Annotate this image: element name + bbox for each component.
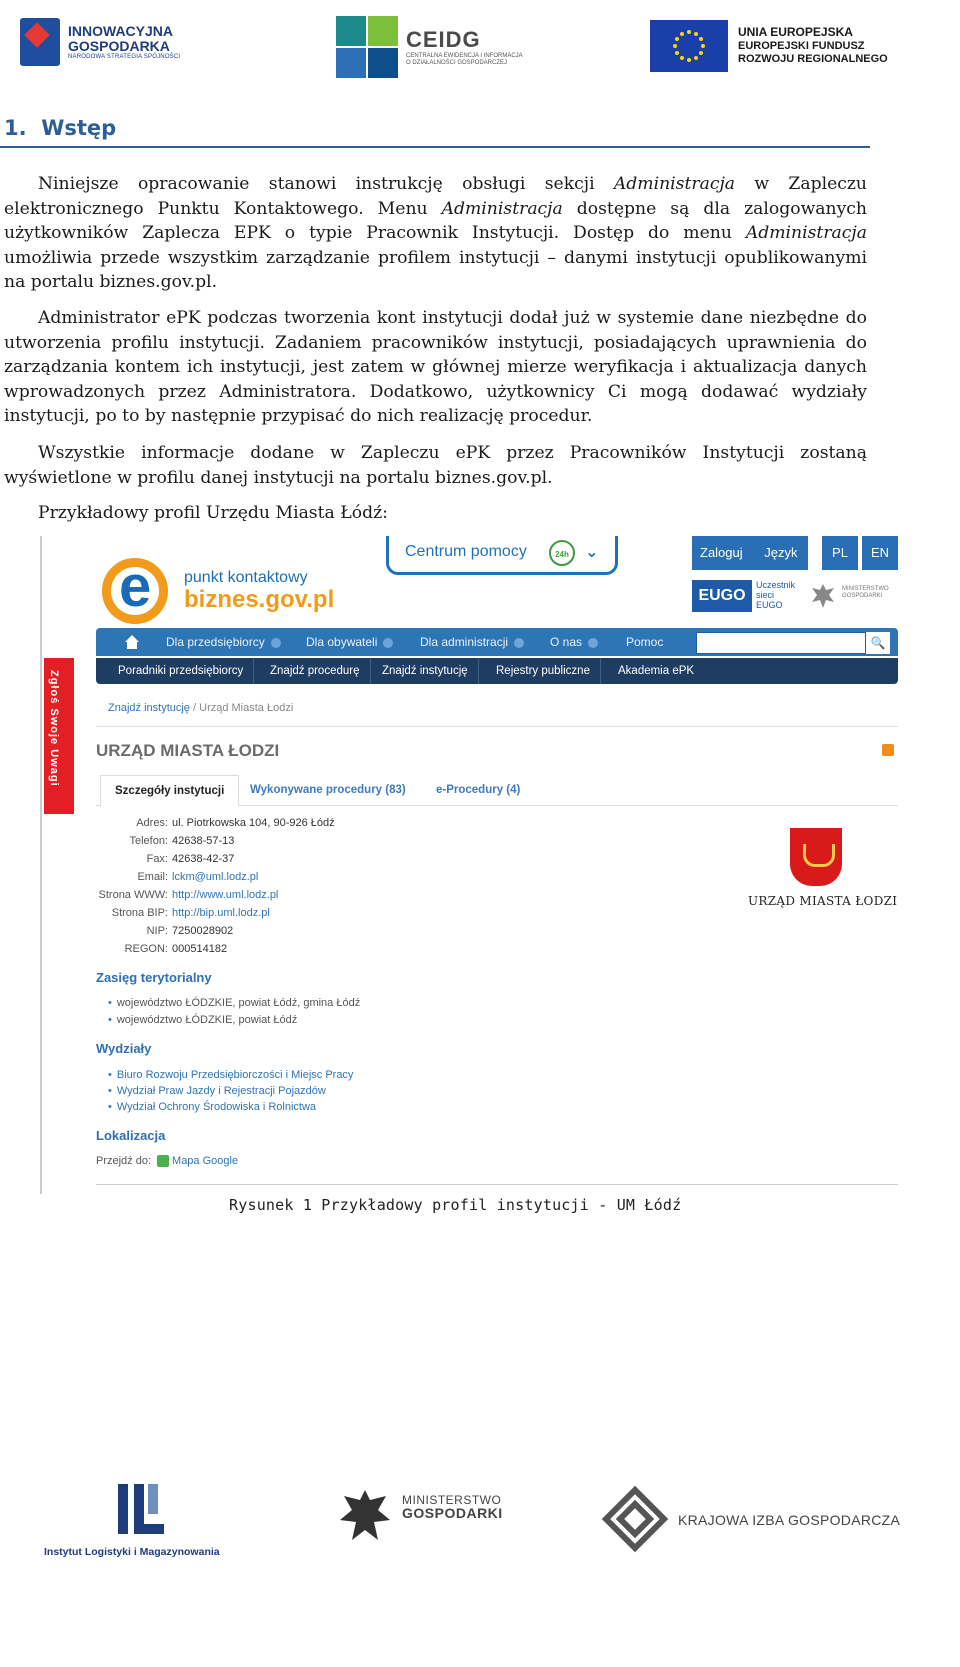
breadcrumb-divider bbox=[96, 726, 898, 727]
brand-line2: biznes.gov.pl bbox=[184, 586, 335, 613]
detail-key: Telefon: bbox=[129, 835, 168, 847]
detail-key: REGON: bbox=[124, 943, 168, 955]
eu-line2: EUROPEJSKI FUNDUSZ bbox=[738, 40, 865, 52]
primary-nav bbox=[96, 628, 898, 656]
eugo-sub3: EUGO bbox=[756, 600, 783, 610]
detail-key: Email: bbox=[137, 871, 168, 883]
logo-ceidg bbox=[336, 16, 526, 78]
section-number: 1. bbox=[4, 116, 27, 140]
secondary-nav bbox=[96, 658, 898, 684]
paragraph-1 bbox=[4, 172, 867, 295]
ministry-line1: MINISTERSTWO bbox=[402, 1493, 502, 1507]
department-link[interactable]: • Wydział Ochrony Środowiska i Rolnictwa bbox=[108, 1101, 316, 1113]
detail-key: Strona BIP: bbox=[111, 907, 168, 919]
details-list bbox=[42, 814, 402, 964]
nav-item-label: Dla przedsiębiorcy bbox=[166, 635, 265, 649]
paragraph-2 bbox=[4, 306, 867, 429]
feedback-side-tab[interactable] bbox=[44, 658, 74, 814]
eugo-sub1: Uczestnik bbox=[756, 580, 796, 590]
eugo-sub-label bbox=[756, 580, 795, 610]
rss-icon[interactable] bbox=[882, 744, 894, 756]
ceidg-name: CEIDG bbox=[406, 27, 481, 52]
ilim-label: Instytut Logistyki i Magazynowania bbox=[44, 1546, 220, 1558]
ministry-line2: GOSPODARKI bbox=[402, 1505, 503, 1521]
territory-item: • województwo ŁÓDZKIE, powiat Łódź, gmina Łódź bbox=[108, 997, 360, 1009]
paragraph-4 bbox=[4, 501, 867, 526]
ministry-small-label bbox=[842, 586, 889, 600]
breadcrumb-link[interactable]: Znajdź instytucję bbox=[108, 702, 190, 714]
detail-key: Strona WWW: bbox=[98, 889, 168, 901]
ceidg-sub: CENTRALNA EWIDENCJA I INFORMACJA O DZIAŁALNOŚCI GOSPODARCZEJ bbox=[406, 53, 523, 66]
detail-bip bbox=[42, 904, 402, 922]
lodz-crest-icon bbox=[790, 828, 842, 886]
detail-email bbox=[42, 868, 402, 886]
department-link[interactable]: • Wydział Praw Jazdy i Rejestracji Pojazdów bbox=[108, 1085, 326, 1097]
top-login-language-bar bbox=[692, 536, 808, 570]
p1-text-c: w Zapleczu elektronicznego Punktu Kontaktowego. Menu bbox=[4, 174, 868, 219]
breadcrumb-separator: / bbox=[193, 702, 197, 714]
brand-line1: punkt kontaktowy bbox=[184, 569, 308, 586]
language-button[interactable]: Język bbox=[764, 545, 798, 560]
nav-item-label: Dla administracji bbox=[420, 635, 509, 649]
tab-details[interactable]: Szczegóły instytucji bbox=[100, 775, 239, 807]
ministry-small-line1: MINISTERSTWO bbox=[842, 586, 889, 592]
detail-bip-link[interactable]: http://bip.uml.lodz.pl bbox=[172, 907, 270, 919]
nav2-item-find-institution[interactable]: Znajdź instytucję bbox=[372, 658, 479, 684]
eugo-badge[interactable]: EUGO bbox=[692, 580, 752, 612]
p1-italic-3: Administracja bbox=[745, 223, 867, 243]
feedback-side-label: Zgłoś Swoje Uwagi bbox=[48, 670, 60, 787]
logo1-sub: NARODOWA STRATEGIA SPÓJNOŚCI bbox=[68, 53, 181, 60]
home-icon[interactable] bbox=[124, 634, 140, 650]
nav2-item-find-procedure[interactable]: Znajdź procedurę bbox=[260, 658, 371, 684]
dropdown-icon bbox=[271, 638, 281, 648]
p1-text-e: dostępne są dla zalogowanych użytkowników Zaplecza EPK o typie Pracownik Instytucji. Dostęp do menu bbox=[4, 198, 868, 243]
location-heading: Lokalizacja bbox=[96, 1128, 166, 1143]
dropdown-icon bbox=[383, 638, 393, 648]
detail-key: Adres: bbox=[136, 817, 168, 829]
tab-procedures[interactable]: Wykonywane procedury (83) bbox=[250, 784, 406, 796]
p2-text: Administrator ePK podczas tworzenia kont instytucji dodał już w systemie dane niezbędne do utworzenia profilu instytucji. Zadaniem pracowników instytucji, posiadających uprawnienia do zarządzania kontem ich instytucji, jest zatem w głównej mierze weryfikacja i aktualizacja danych wprowadzonych przez Administratora. Dodatkowo, użytkownicy Ci mogą dodawać wydziały instytucji, po to by następnie przypisać do nich realizację procedur. bbox=[4, 308, 867, 426]
chevron-down-icon: ⌄ bbox=[585, 542, 599, 561]
map-icon bbox=[157, 1155, 169, 1167]
nav-item-entrepreneur[interactable] bbox=[166, 628, 281, 656]
help-24h-icon: 24h bbox=[549, 540, 575, 566]
logo1-line2: GOSPODARKA bbox=[68, 37, 170, 54]
breadcrumb-current: Urząd Miasta Łodzi bbox=[199, 702, 294, 714]
territory-heading: Zasięg terytorialny bbox=[96, 970, 212, 985]
detail-email-link[interactable]: lckm@uml.lodz.pl bbox=[172, 871, 259, 883]
breadcrumb bbox=[108, 702, 293, 714]
ilim-mark-icon bbox=[110, 1480, 170, 1538]
map-link[interactable]: Mapa Google bbox=[172, 1155, 239, 1167]
ministry-label bbox=[402, 1494, 503, 1520]
kig-label: KRAJOWA IZBA GOSPODARCZA bbox=[678, 1512, 901, 1528]
eu-line1: UNIA EUROPEJSKA bbox=[738, 25, 853, 39]
detail-nip bbox=[42, 922, 402, 940]
tab-e-procedures[interactable]: e-Procedury (4) bbox=[436, 784, 521, 796]
detail-value: 42638-42-37 bbox=[172, 853, 235, 865]
lang-pl-button[interactable]: PL bbox=[822, 536, 858, 570]
detail-value: 000514182 bbox=[172, 943, 228, 955]
section-heading bbox=[4, 116, 116, 140]
p1-text-a: Niniejsze opracowanie stanowi instrukcję obsługi sekcji bbox=[38, 174, 614, 194]
institution-title: URZĄD MIASTA ŁODZI bbox=[96, 741, 280, 760]
help-center-button[interactable] bbox=[386, 536, 618, 575]
detail-www bbox=[42, 886, 402, 904]
p4-text: Przykładowy profil Urzędu Miasta Łódź: bbox=[38, 503, 388, 523]
heading-rule bbox=[0, 146, 870, 148]
eu-line3: ROZWOJU REGIONALNEGO bbox=[738, 53, 888, 65]
nav-item-label: Dla obywateli bbox=[306, 635, 378, 649]
crest-label: URZĄD MIASTA ŁODZI bbox=[748, 894, 898, 908]
epk-logo-icon bbox=[102, 558, 168, 624]
ministry-eagle-small-icon bbox=[808, 580, 838, 612]
ceidg-mark-icon bbox=[336, 16, 398, 78]
search-input[interactable] bbox=[696, 632, 866, 654]
detail-value: 7250028902 bbox=[172, 925, 234, 937]
search-icon[interactable]: 🔍 bbox=[866, 632, 890, 654]
figure-caption: Rysunek 1 Przykładowy profil instytucji - UM Łódź bbox=[229, 1196, 682, 1214]
detail-value: 42638-57-13 bbox=[172, 835, 235, 847]
logo1-line1: INNOWACYJNA bbox=[68, 22, 174, 39]
lang-en-button[interactable]: EN bbox=[862, 536, 898, 570]
p1-italic-2: Administracja bbox=[441, 198, 563, 219]
territory-item: • województwo ŁÓDZKIE, powiat Łódź bbox=[108, 1014, 297, 1026]
detail-regon bbox=[42, 940, 402, 958]
p1-italic-1: Administracja bbox=[613, 174, 736, 194]
detail-value: ul. Piotrkowska 104, 90-926 Łódź bbox=[172, 817, 335, 829]
innowacyjna-mark-icon bbox=[20, 18, 60, 66]
nav-item-label: Pomoc bbox=[626, 635, 664, 649]
detail-phone bbox=[42, 832, 402, 850]
detail-fax bbox=[42, 850, 402, 868]
p3-text: Wszystkie informacje dodane w Zapleczu ePK przez Pracowników Instytucji zostaną wyświetlone w profilu danej instytucji na portalu biznes.gov.pl. bbox=[4, 443, 867, 488]
tab-bar bbox=[96, 775, 898, 806]
nav2-item-guides[interactable]: Poradniki przedsiębiorcy bbox=[108, 658, 254, 684]
departments-heading: Wydziały bbox=[96, 1041, 152, 1056]
detail-key: NIP: bbox=[146, 925, 168, 937]
p1-text-g: umożliwia przede wszystkim zarządzanie profilem instytucji – danymi instytucji opublikowanymi na portalu biznes.gov.pl. bbox=[4, 247, 867, 292]
nav-item-about[interactable] bbox=[550, 628, 598, 656]
help-center-label: Centrum pomocy bbox=[405, 543, 527, 560]
detail-key: Fax: bbox=[146, 853, 168, 865]
kig-mark-icon bbox=[600, 1484, 670, 1554]
section-title: Wstęp bbox=[41, 116, 117, 140]
dropdown-icon bbox=[514, 638, 524, 648]
ministry-eagle-icon bbox=[334, 1484, 396, 1554]
detail-address bbox=[42, 814, 402, 832]
map-row bbox=[96, 1155, 238, 1167]
detail-www-link[interactable]: http://www.uml.lodz.pl bbox=[172, 889, 279, 901]
nav-item-label: O nas bbox=[550, 635, 583, 649]
nav-item-administration[interactable] bbox=[420, 628, 524, 656]
figure-bottom-rule bbox=[96, 1184, 898, 1185]
eu-flag-icon bbox=[650, 20, 728, 72]
department-link[interactable]: • Biuro Rozwoju Przedsiębiorczości i Miejsc Pracy bbox=[108, 1069, 353, 1081]
eugo-sub2: sieci bbox=[756, 590, 775, 600]
logo-innowacyjna-gospodarka bbox=[20, 18, 180, 66]
goto-label: Przejdź do: bbox=[96, 1155, 152, 1167]
paragraph-3 bbox=[4, 441, 867, 490]
nav2-item-academy[interactable]: Akademia ePK bbox=[618, 665, 695, 677]
nav-item-help[interactable] bbox=[626, 628, 663, 656]
nav2-item-public-registers[interactable]: Rejestry publiczne bbox=[486, 658, 601, 684]
ministry-small-line2: GOSPODARKI bbox=[842, 593, 883, 599]
dropdown-icon bbox=[588, 638, 598, 648]
login-button[interactable]: Zaloguj bbox=[700, 545, 743, 560]
nav-item-citizens[interactable] bbox=[306, 628, 393, 656]
logo-eu bbox=[650, 20, 888, 72]
profile-screenshot bbox=[40, 536, 906, 1194]
